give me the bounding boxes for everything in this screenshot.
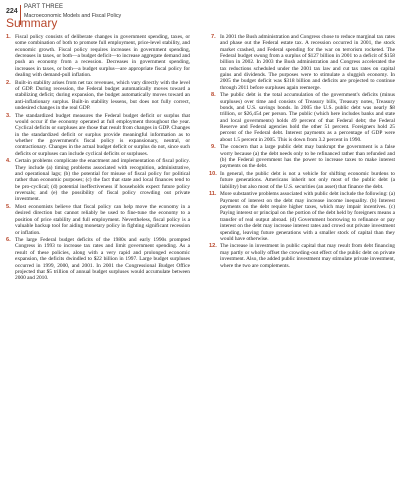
summary-column-right: [211, 34, 395, 270]
item-text: The concern that a large public debt may bankrupt the government is a false worry because (a) the debt needs only to be refinanced rather than refunded and (b) the Federal government has the power to increase taxes to make interest payments on the debt.: [220, 144, 395, 170]
summary-item: [6, 113, 190, 157]
part-label: PART THREE: [24, 4, 64, 10]
summary-item: [6, 237, 190, 281]
item-text: Certain problems complicate the enactment and implementation of fiscal policy. They include (a) timing problems associated with recognition, administrative, and operational lags; (b) the potential for misuse of fiscal policy for political rather than economic purposes; (c) the fact that state and local finances tend to be pro-cyclical; (d) potential ineffectiveness if households expect future policy reversals; and (e) the possibility of fiscal policy crowding out private investment.: [15, 158, 190, 203]
item-number: 6.: [6, 237, 11, 244]
section-title: Summary: [6, 16, 58, 30]
item-number: 12.: [209, 243, 217, 250]
item-number: 10.: [209, 171, 217, 178]
page-number: 224: [6, 8, 18, 15]
item-text: The public debt is the total accumulation of the government's deficits (minus surpluses) over time and consists of Treasury bills, Treasury notes, Treasury bonds, and U.S. savings bonds. In 2005 the U.S. public debt was nearly $8 trillion, or $26,454 per person. The public (which here includes banks and state and local governments) holds 49 percent of that Federal debt; the Federal Reserve and Federal agencies hold the other 51 percent. Foreigners hold 25 percent of the Federal debt. Interest payments as a percentage of GDP were about 1.5 percent in 2005. This is down from 3.2 percent in 1990.: [220, 92, 395, 143]
summary-item: [211, 191, 395, 242]
summary-column-left: [6, 34, 190, 283]
item-number: 11.: [209, 191, 217, 198]
item-text: The large Federal budget deficits of the 1980s and early 1990s prompted Congress in 1993 to increase tax rates and limit government spending. As a result of these policies, along with a very rapid and prolonged economic expansion, the deficits dwindled to $22 billion in 1997. Large budget surpluses occurred in 1999, 2000, and 2001. In 2001 the Congressional Budget Office projected that $5 trillion of annual budget surpluses would accumulate between 2000 and 2010.: [15, 237, 190, 282]
item-text: The standardized budget measures the Federal budget deficit or surplus that would occur if the economy operated at full employment throughout the year. Cyclical deficits or surpluses are those that result from changes in GDP. Changes in the standardized deficit or surplus provide meaningful information as to whether the government's fiscal policy is expansionary, neutral, or contractionary. Changes in the actual budget deficit or surplus do not, since such deficits or surpluses can include cyclical deficits or surpluses.: [15, 112, 190, 157]
summary-item: [211, 34, 395, 91]
item-number: 9.: [211, 144, 216, 151]
summary-item: [6, 158, 190, 202]
item-number: 8.: [211, 92, 216, 99]
item-number: 2.: [6, 79, 11, 86]
item-number: 3.: [6, 112, 11, 119]
item-text: Fiscal policy consists of deliberate changes in government spending, taxes, or some combination of both to promote full employment, price-level stability, and economic growth. Fiscal policy requires increases in government spending, decreases in taxes, or both—a budget deficit—to increase aggregate demand and push an economy from a recession. Decreases in government spending, increases in taxes, or both—a budget surplus—are appropriate fiscal policy for dealing with demand-pull inflation.: [15, 34, 190, 79]
item-number: 1.: [6, 34, 11, 40]
summary-item: [6, 204, 190, 236]
item-text: In general, the public debt is not a vehicle for shifting economic burdens to future generations. Americans inherit not only most of the public debt (a liability) but also most of the U.S. securities (an asset) that finance the debt.: [220, 171, 395, 190]
summary-item: [211, 92, 395, 143]
summary-item: [211, 243, 395, 268]
summary-item: [211, 171, 395, 190]
item-text: In 2001 the Bush administration and Congress chose to reduce marginal tax rates and phase out the Federal estate tax. A recession occurred in 2001, the stock market crashed, and Federal spending for the war on terrorism rocketed. The Federal budget swung from a surplus of $127 billion in 2001 to a deficit of $158 billion in 2002. In 2003 the Bush administration and Congress accelerated the tax reductions scheduled under the 2001 tax law and cut tax rates on capital gains and dividends. The purposes were to stimulate a sluggish economy. In 2005 the budget deficit was $318 billion and deficits are projected to continue through 2011 before surpluses again reemerge.: [220, 34, 395, 91]
item-text: More substantive problems associated with public debt include the following: (a) Payment of interest on the debt may increase income inequality. (b) Interest payments on the debt require higher taxes, which may impair incentives. (c) Paying interest or principal on the portion of the debt held by foreigners means a transfer of real output abroad. (d) Government borrowing to refinance or pay interest on the debt may increase interest rates and crowd out private investment spending, leaving future generations with a smaller stock of capital than they would have otherwise.: [220, 191, 395, 242]
summary-item: [6, 34, 190, 78]
item-number: 5.: [6, 204, 11, 211]
summary-item: [211, 144, 395, 169]
part-title: Macroeconomic Models and Fiscal Policy: [24, 13, 122, 19]
item-text: Built-in stability arises from net tax revenues, which vary directly with the level of GDP. During recession, the Federal budget automatically moves toward a stabilizing deficit; during expansion, the budget automatically moves toward an anti-inflationary surplus. Built-in stability lessens, but does not fully correct, undesired changes in the real GDP.: [15, 79, 190, 112]
summary-item: [6, 80, 190, 112]
item-number: 4.: [6, 158, 11, 165]
item-text: The increase in investment in public capital that may result from debt financing may partly or wholly offset the crowding-out effect of the public debt on private investment. Also, the added public investment may stimulate private investment, where the two are complements.: [220, 243, 395, 269]
item-number: 7.: [211, 34, 216, 40]
item-text: Most economists believe that fiscal policy can help move the economy in a desired direction but cannot reliably be used to fine-tune the economy to a position of price stability and full employment. Nevertheless, fiscal policy is a valuable backup tool for aiding monetary policy in fighting significant recession or inflation.: [15, 204, 190, 236]
